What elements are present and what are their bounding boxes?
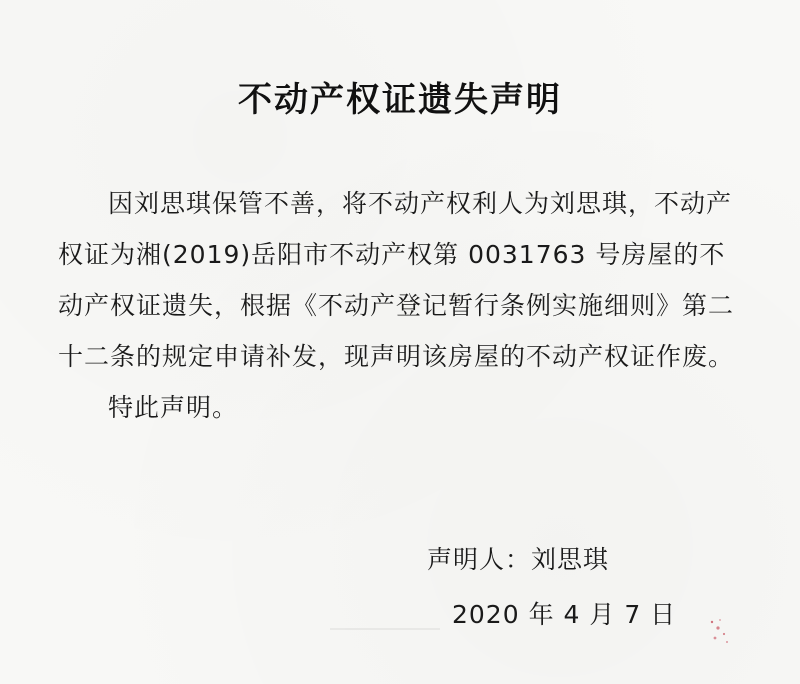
declaration-date: 2020 年 4 月 7 日 xyxy=(452,600,677,629)
document-body xyxy=(58,178,748,433)
declarant-line: 声明人：刘思琪 xyxy=(427,545,610,574)
bleed-through-line xyxy=(330,628,440,630)
document-title: 不动产权证遗失声明 xyxy=(238,80,562,120)
body-paragraph-1: 因刘思琪保管不善，将不动产权利人为刘思琪，不动产权证为湘(2019)岳阳市不动产权第 0031763 号房屋的不动产权证遗失，根据《不动产登记暂行条例实施细则》第二十二条的规定申请补发，现声明该房屋的不动产权证作废。 xyxy=(58,189,735,371)
body-paragraph-2: 特此声明。 xyxy=(108,393,239,422)
red-ink-speck xyxy=(704,612,734,650)
